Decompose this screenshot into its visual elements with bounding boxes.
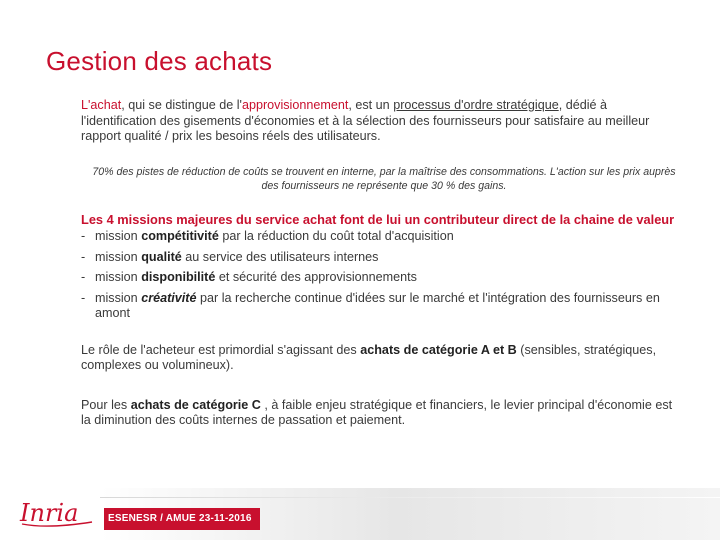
inria-logo-text: Inria	[20, 499, 79, 527]
intro-paragraph	[81, 98, 681, 145]
intro-term-achat: L'achat	[81, 98, 122, 112]
mission-prefix: mission	[95, 270, 142, 284]
list-dash: -	[81, 249, 86, 264]
categorie-c-text-1: Pour les	[81, 397, 131, 412]
mission-item-creativite	[81, 291, 681, 321]
mission-prefix: mission	[95, 249, 142, 264]
missions-list	[81, 229, 681, 321]
mission-keyword: compétitivité	[141, 229, 219, 243]
categorie-c-text-2: , à faible enjeu stratégique et financiers, le levier principal d'économie est la diminution des coûts internes de passation et paiement.	[81, 397, 673, 427]
acheteur-paragraph	[81, 343, 681, 374]
mission-item-qualite	[81, 250, 681, 265]
acheteur-keyword: achats de catégorie A et B	[360, 342, 517, 357]
list-dash: -	[81, 229, 86, 243]
intro-text-2: , est un	[348, 98, 394, 112]
list-dash: -	[81, 290, 86, 305]
list-dash: -	[81, 270, 86, 284]
mission-keyword: qualité	[141, 249, 182, 264]
footer-divider	[100, 497, 720, 498]
slide-body	[81, 98, 681, 429]
intro-term-processus: processus d'ordre stratégique	[393, 98, 559, 112]
intro-text-1: , qui se distingue de l'	[121, 98, 242, 112]
mission-prefix: mission	[95, 229, 142, 243]
missions-section	[81, 213, 681, 321]
inria-logo	[18, 496, 96, 530]
acheteur-text-2: (sensibles, stratégiques, complexes ou volumineux).	[81, 342, 657, 372]
mission-suffix: et sécurité des approvisionnements	[215, 270, 417, 284]
mission-prefix: mission	[95, 290, 142, 305]
mission-item-competitivite	[81, 229, 681, 244]
acheteur-text-1: Le rôle de l'acheteur est primordial s'agissant des	[81, 342, 361, 357]
intro-term-approvisionnement: approvisionnement	[241, 98, 349, 112]
slide-title: Gestion des achats	[46, 46, 273, 76]
categorie-c-keyword: achats de catégorie C	[130, 397, 261, 412]
mission-keyword: créativité	[141, 290, 197, 305]
mission-suffix: par la recherche continue d'idées sur le marché et l'intégration des fournisseurs en amont	[95, 290, 660, 320]
mission-keyword: disponibilité	[141, 270, 216, 284]
quote-text: 70% des pistes de réduction de coûts se trouvent en interne, par la maîtrise des consommations. L'action sur les prix auprès des fournisseurs ne représente que 30 % des gains.	[92, 165, 676, 192]
mission-suffix: par la réduction du coût total d'acquisition	[218, 229, 454, 243]
missions-heading: Les 4 missions majeures du service achat font de lui un contributeur direct de la chaine de valeur	[81, 211, 675, 227]
mission-item-disponibilite	[81, 270, 681, 285]
mission-suffix: au service des utilisateurs internes	[181, 249, 379, 264]
categorie-c-paragraph	[81, 398, 681, 429]
footer-label: ESENESR / AMUE 23-11-2016	[104, 508, 260, 530]
intro-text-3: , dédié à l'identification des gisements d'économies et à la sélection des fournisseurs pour satisfaire au meilleur rapport qualité / prix les besoins réels des utilisateurs.	[81, 98, 650, 143]
